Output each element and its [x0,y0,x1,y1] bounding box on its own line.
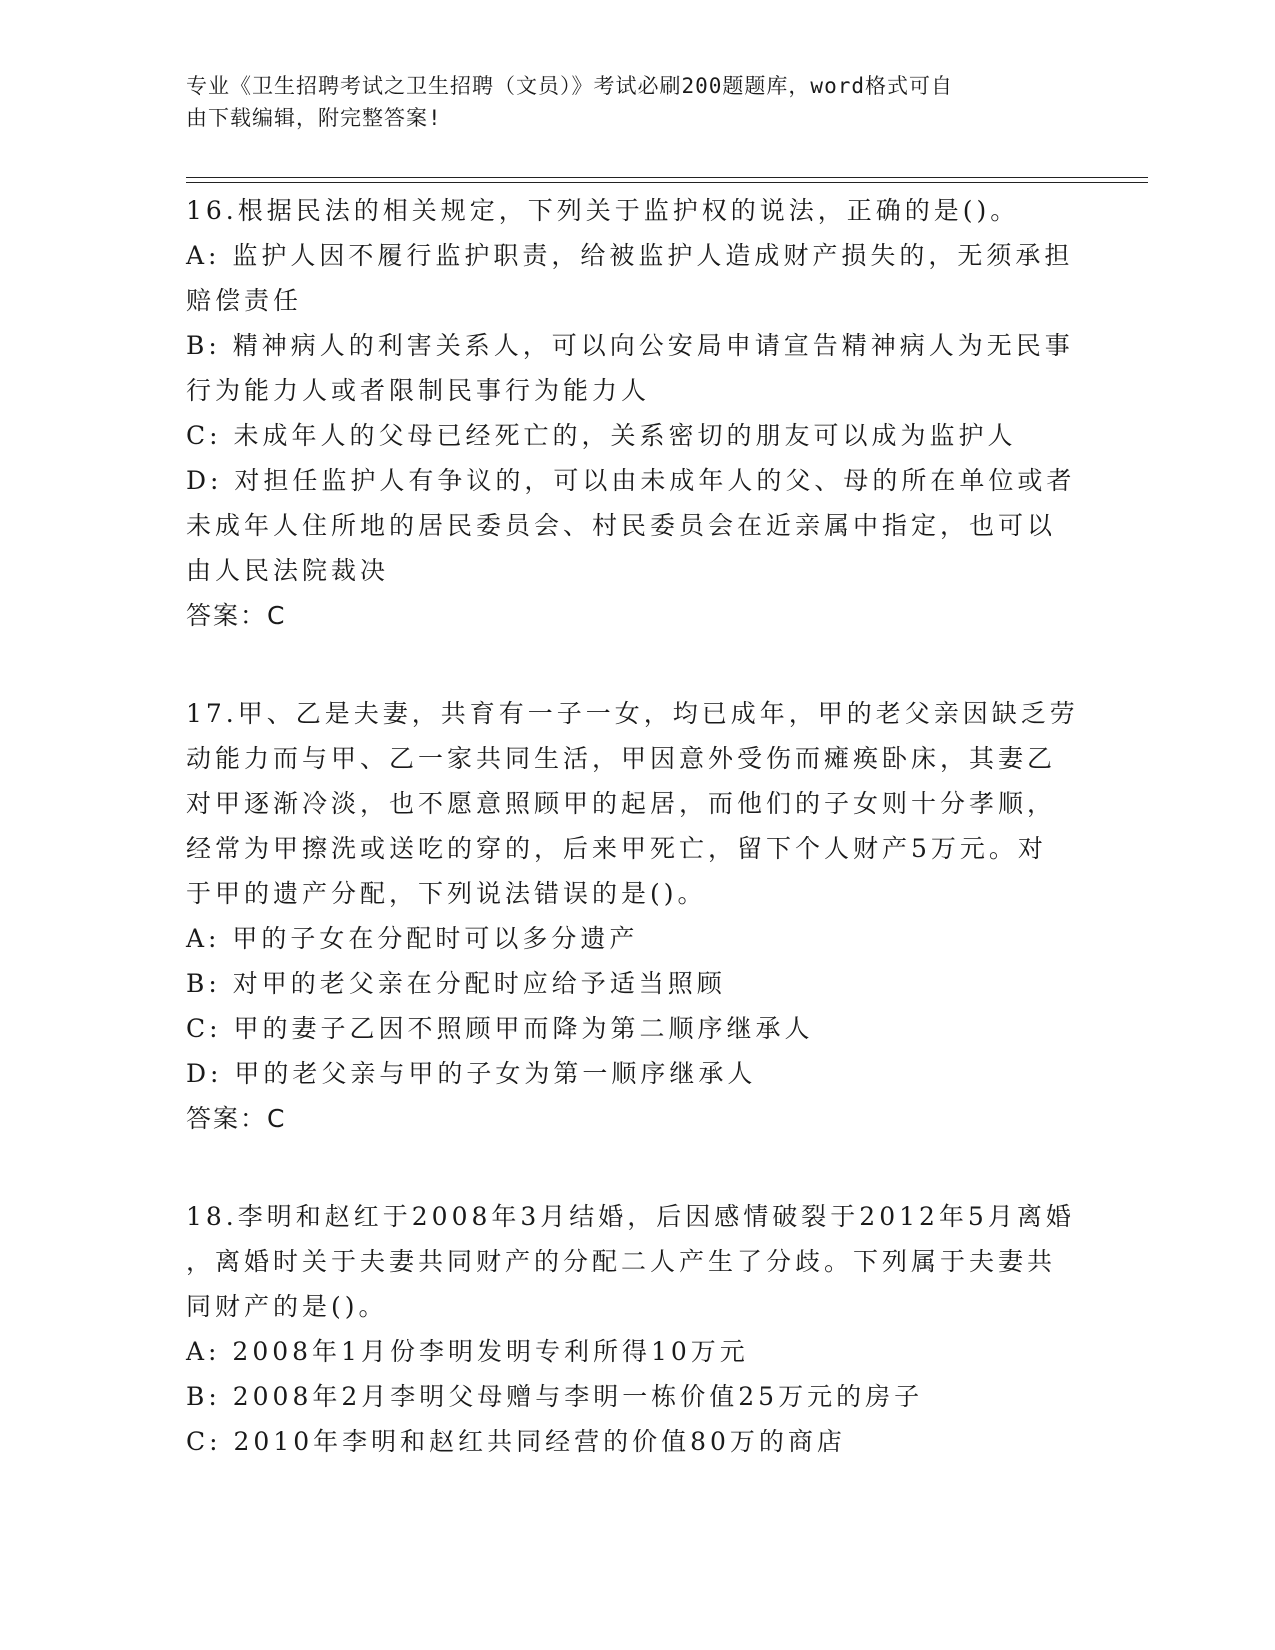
question-17-stem-3: 对甲逐渐冷淡，也不愿意照顾甲的起居，而他们的子女则十分孝顺， [186,789,1057,818]
header-divider-bottom [186,182,1148,183]
question-16-option-d: D: 对担任监护人有争议的，可以由未成年人的父、母的所在单位或者 [186,466,1076,495]
header-line-1: 专业《卫生招聘考试之卫生招聘（文员）》考试必刷200题题库，word格式可自 [186,74,953,98]
question-16-stem: 16.根据民法的相关规定，下列关于监护权的说法，正确的是()。 [186,196,1020,225]
question-17-option-b: B: 对甲的老父亲在分配时应给予适当照顾 [186,969,726,998]
question-17-stem-2: 动能力而与甲、乙一家共同生活，甲因意外受伤而瘫痪卧床，其妻乙 [186,744,1057,773]
question-18-option-b: B: 2008年2月李明父母赠与李明一栋价值25万元的房子 [186,1382,924,1411]
question-17-stem-4: 经常为甲擦洗或送吃的穿的，后来甲死亡，留下个人财产5万元。对 [186,834,1047,863]
question-spacer [186,638,1066,691]
question-18-stem-2: ，离婚时关于夫妻共同财产的分配二人产生了分歧。下列属于夫妻共 [186,1247,1057,1276]
question-16 [186,188,1076,638]
question-17 [186,691,1079,1141]
question-16-option-a-cont: 赔偿责任 [186,286,303,315]
question-18-stem-1: 18.李明和赵红于2008年3月结婚，后因感情破裂于2012年5月离婚 [186,1202,1075,1231]
question-18-stem-3: 同财产的是()。 [186,1292,388,1321]
question-16-option-d-cont-1: 未成年人住所地的居民委员会、村民委员会在近亲属中指定，也可以 [186,511,1057,540]
question-17-stem-5: 于甲的遗产分配，下列说法错误的是()。 [186,879,707,908]
question-17-option-a: A: 甲的子女在分配时可以多分遗产 [186,924,639,953]
question-spacer [186,1141,1066,1194]
questions-content [186,188,1079,1464]
question-18 [186,1194,1075,1464]
question-16-option-a: A: 监护人因不履行监护职责，给被监护人造成财产损失的，无须承担 [186,241,1074,270]
question-16-option-d-cont-2: 由人民法院裁决 [186,556,390,585]
document-header [186,70,1066,134]
header-divider-top [186,177,1148,178]
question-16-option-c: C: 未成年人的父母已经死亡的，关系密切的朋友可以成为监护人 [186,421,1017,450]
question-17-stem-1: 17.甲、乙是夫妻，共育有一子一女，均已成年，甲的老父亲因缺乏劳 [186,699,1079,728]
header-line-2: 由下载编辑，附完整答案! [186,106,442,130]
question-18-option-a: A: 2008年1月份李明发明专利所得10万元 [186,1337,749,1366]
question-17-option-c: C: 甲的妻子乙因不照顾甲而降为第二顺序继承人 [186,1014,814,1043]
question-17-answer: 答案：C [186,1104,287,1133]
question-17-option-d: D: 甲的老父亲与甲的子女为第一顺序继承人 [186,1059,757,1088]
question-16-option-b: B: 精神病人的利害关系人，可以向公安局申请宣告精神病人为无民事 [186,331,1074,360]
question-16-option-b-cont: 行为能力人或者限制民事行为能力人 [186,376,651,405]
question-18-option-c: C: 2010年李明和赵红共同经营的价值80万的商店 [186,1427,846,1456]
question-16-answer: 答案：C [186,601,287,630]
